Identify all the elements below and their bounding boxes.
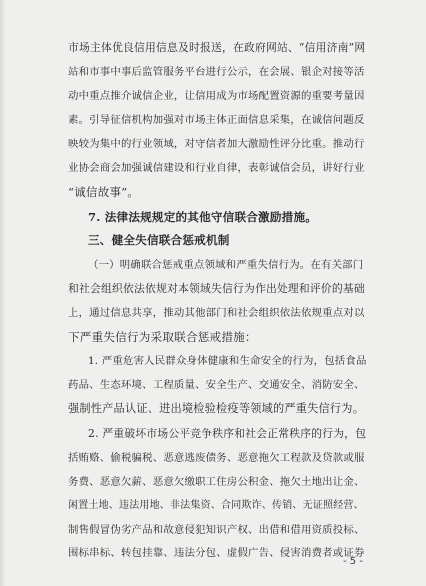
text-line-16: 强制性产品认证、进出境检验检疫等领域的严重失信行为。 <box>68 402 365 415</box>
text-line-20: 闲置土地、违法用地、非法集资、合同欺诈、传销、无证照经营、 <box>68 500 364 511</box>
page-edge-shadow <box>0 0 6 586</box>
item-1-text: 1. 严重危害人民群众身体健康和生命安全的行为，包括食品 <box>88 355 367 367</box>
subsection-1-heading: （一）明确联合惩戒重点领域和严重失信行为。在有关部门 <box>88 259 364 271</box>
text-line-15: 药品、生态环境、工程质量、安全生产、交通安全、消防安全、 <box>68 379 365 391</box>
text-line-5: 映较为集中的行业领域，对守信者加大激励性评分比重。推动行 <box>68 138 365 150</box>
page-number: - 5 - <box>343 556 363 567</box>
text-line-19: 务费、恶意欠薪、恶意欠缴职工住房公积金、拖欠土地出让金、 <box>68 476 365 488</box>
section-3-heading: 三、健全失信联合惩戒机制 <box>88 233 230 247</box>
text-line-1: 市场主体优良信用信息及时报送，在政府网站、“信用济南”网 <box>68 41 366 54</box>
text-line-4: 素。引导征信机构加强对市场主体正面信息采集，在诚信问题反 <box>68 114 365 126</box>
text-line-13: 下严重失信行为采取联合惩戒措施： <box>68 330 257 344</box>
text-line-6: 业协会商会加强诚信建设和行业自律，表彰诚信会员，讲好行业 <box>68 162 365 174</box>
text-line-3: 动中重点推介诚信企业，让信用成为市场配置资源的重要考量因 <box>68 90 365 102</box>
text-line-18: 括贿赂、偷税骗税、恶意逃废债务、恶意拖欠工程款及贷款或服 <box>68 452 365 464</box>
text-line-12: 上，通过信息共享，推动其他部门和社会组织依法依规重点对以 <box>68 307 365 319</box>
text-line-22: 围标串标、转包挂靠、违法分包、虚假广告、侵害消费者或证券 <box>68 547 365 559</box>
text-line-11: 和社会组织依法依规对本领域失信行为作出处理和评价的基础 <box>68 282 365 295</box>
item-7-heading: 7. 法律法规规定的其他守信联合激励措施。 <box>88 210 318 224</box>
text-line-21: 制售假冒伪劣产品和故意侵犯知识产权、出借和借用资质投标、 <box>68 524 365 536</box>
text-line-7: “诚信故事”。 <box>68 185 140 199</box>
text-line-2: 站和市事中事后监管服务平台进行公示，在会展、银企对接等活 <box>68 66 365 78</box>
item-2-text: 2. 严重破坏市场公平竞争秩序和社会正常秩序的行为，包 <box>88 427 367 440</box>
